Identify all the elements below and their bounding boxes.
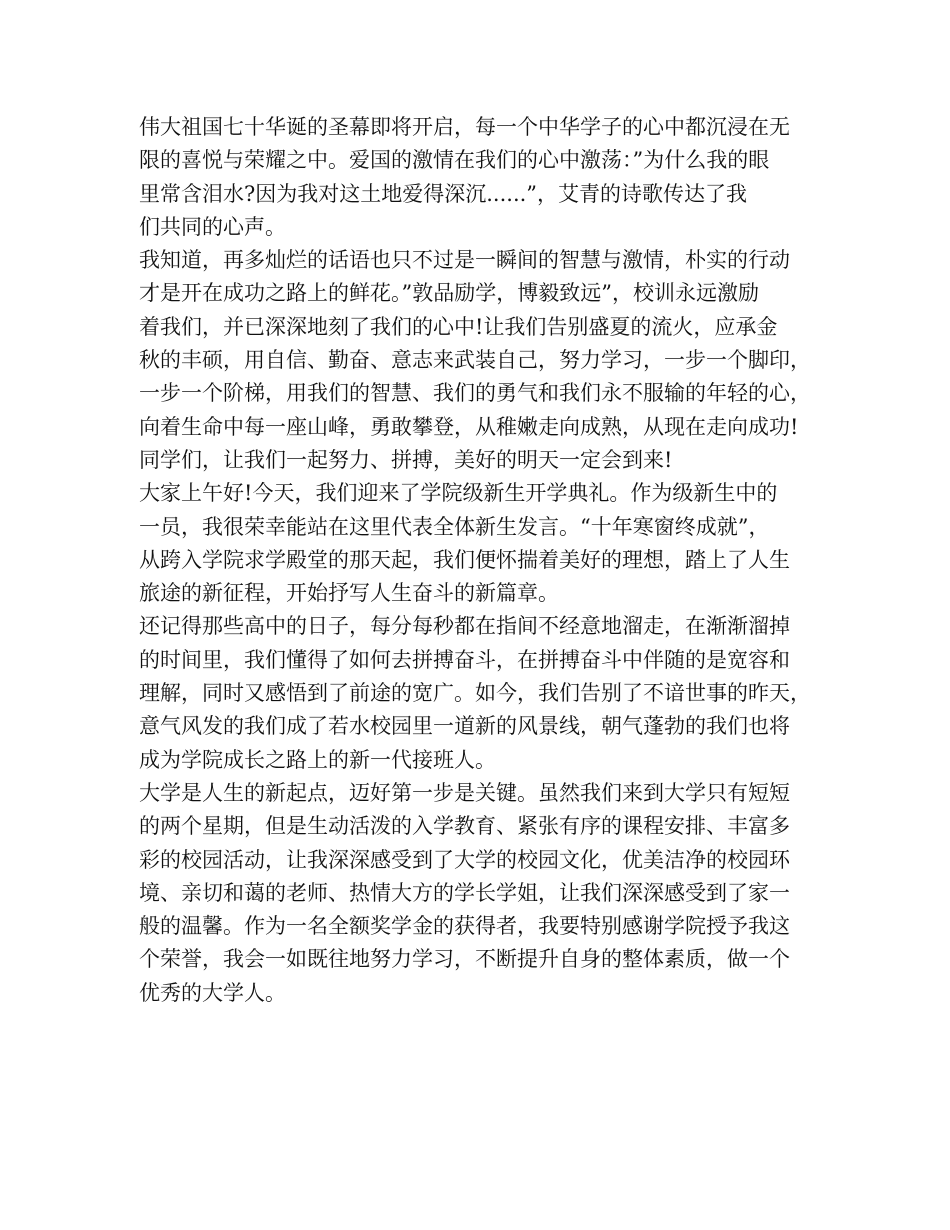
text-line: 的时间里，我们懂得了如何去拼搏奋斗，在拼搏奋斗中伴随的是宽容和 [139,647,790,672]
text-line: 从跨入学院求学殿堂的那天起，我们便怀揣着美好的理想，踏上了人生 [139,547,790,572]
paragraph-2 [139,244,829,477]
text-line: 着我们，并已深深地刻了我们的心中!让我们告别盛夏的流火，应承金 [139,314,778,339]
text-line: 大家上午好!今天，我们迎来了学院级新生开学典礼。作为级新生中的 [139,481,778,506]
document-body [139,111,829,1010]
text-line: 的两个星期，但是生动活泼的入学教育、紧张有序的课程安排、丰富多 [139,814,790,839]
text-line: 一步一个阶梯，用我们的智慧、我们的勇气和我们永不服输的年轻的心， [139,381,811,406]
paragraph-1 [139,111,829,244]
text-line: 成为学院成长之路上的新一代接班人。 [139,747,496,772]
text-line: 我知道，再多灿烂的话语也只不过是一瞬间的智慧与激情，朴实的行动 [139,248,790,273]
text-line: 伟大祖国七十华诞的圣幕即将开启，每一个中华学子的心中都沉浸在无 [139,115,790,139]
text-line: 意气风发的我们成了若水校园里一道新的风景线，朝气蓬勃的我们也将 [139,714,790,739]
text-line: 向着生命中每一座山峰，勇敢攀登，从稚嫩走向成熟，从现在走向成功! [139,414,799,439]
text-line: 大学是人生的新起点，迈好第一步是关键。虽然我们来到大学只有短短 [139,780,790,805]
paragraph-4 [139,610,829,776]
text-line: 里常含泪水?因为我对这土地爱得深沉......”，艾青的诗歌传达了我 [139,181,748,206]
text-line: 秋的丰硕，用自信、勤奋、意志来武装自己，努力学习，一步一个脚印， [139,348,811,373]
text-line: 理解，同时又感悟到了前途的宽广。如今，我们告别了不谙世事的昨天， [139,681,811,706]
text-line: 般的温馨。作为一名全额奖学金的获得者，我要特别感谢学院授予我这 [139,914,790,939]
text-line: 优秀的大学人。 [139,980,286,1005]
paragraph-5 [139,777,829,1010]
text-line: 还记得那些高中的日子，每分每秒都在指间不经意地溜走，在渐渐溜掉 [139,614,790,639]
text-line: 同学们，让我们一起努力、拼搏，美好的明天一定会到来! [139,447,673,472]
text-line: 彩的校园活动，让我深深感受到了大学的校园文化，优美洁净的校园环 [139,847,790,872]
paragraph-3 [139,477,829,610]
text-line: 们共同的心声。 [139,214,286,239]
text-line: 限的喜悦与荣耀之中。爱国的激情在我们的心中激荡：”为什么我的眼 [139,148,770,173]
text-line: 才是开在成功之路上的鲜花。”敦品励学，博毅致远”，校训永远激励 [139,281,759,306]
text-line: 个荣誉，我会一如既往地努力学习，不断提升自身的整体素质，做一个 [139,947,790,972]
text-line: 境、亲切和蔼的老师、热情大方的学长学姐，让我们深深感受到了家一 [139,880,790,905]
text-line: 旅途的新征程，开始抒写人生奋斗的新篇章。 [139,581,559,606]
text-line: 一员，我很荣幸能站在这里代表全体新生发言。“十年寒窗终成就”， [139,514,770,539]
